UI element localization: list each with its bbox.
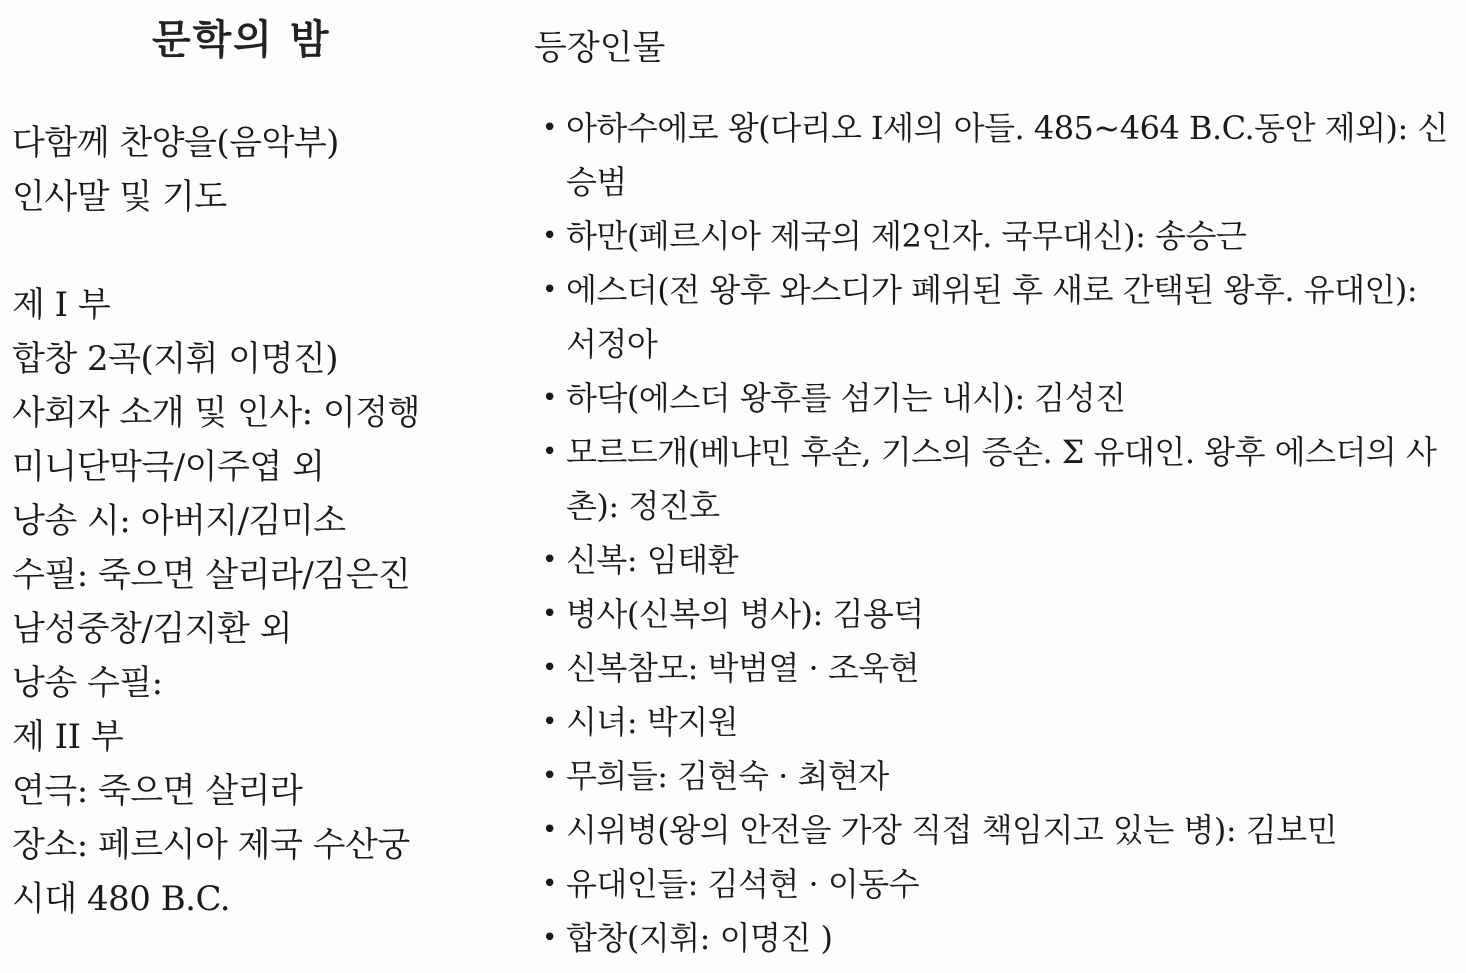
program-spacer [12, 224, 420, 278]
bullet-icon: • [542, 869, 557, 899]
bullet-icon: • [542, 383, 557, 413]
cast-item-text: 시위병(왕의 안전을 가장 직접 책임지고 있는 병): 김보민 [566, 811, 1338, 849]
program-item: 인사말 및 기도 [12, 177, 227, 217]
cast-item [542, 641, 1452, 695]
program-item: 사회자 소개 및 인사: 이정행 [12, 393, 420, 433]
cast-item-text: 무희들: 김현숙 · 최현자 [566, 757, 889, 795]
cast-item [542, 209, 1452, 263]
program-item: 미니단막극/이주엽 외 [12, 447, 325, 487]
cast-item-text: 모르드개(베냐민 후손, 기스의 증손. Σ 유대인. 왕후 에스더의 사촌): 정진호 [566, 433, 1437, 525]
bullet-icon: • [542, 545, 557, 575]
cast-item [542, 533, 1452, 587]
program-item: 낭송 시: 아버지/김미소 [12, 501, 346, 541]
cast-item [542, 695, 1452, 749]
bullet-icon: • [542, 707, 557, 737]
program-section-heading: 제 II 부 [12, 717, 124, 757]
program-item: 남성중창/김지환 외 [12, 609, 293, 649]
cast-item-text: 병사(신복의 병사): 김용덕 [566, 595, 924, 633]
program-item: 시대 480 B.C. [12, 879, 231, 919]
cast-item-text: 에스더(전 왕후 와스디가 폐위된 후 새로 간택된 왕후. 유대인): 서정아 [566, 271, 1418, 363]
cast-item [542, 425, 1452, 533]
program-item: 합창 2곡(지휘 이명진) [12, 339, 339, 379]
cast-heading: 등장인물 [534, 28, 666, 68]
program-item: 낭송 수필: [12, 663, 163, 703]
program-item: 장소: 페르시아 제국 수산궁 [12, 825, 410, 865]
bullet-icon: • [542, 221, 557, 251]
cast-item-text: 하닥(에스더 왕후를 섬기는 내시): 김성진 [566, 379, 1126, 417]
bullet-icon: • [542, 923, 557, 953]
program-list [12, 116, 420, 926]
bullet-icon: • [542, 599, 557, 629]
cast-item [542, 749, 1452, 803]
program-item: 수필: 죽으면 살리라/김은진 [12, 555, 411, 595]
document-title: 문학의 밤 [152, 17, 331, 63]
cast-item-text: 하만(페르시아 제국의 제2인자. 국무대신): 송승근 [566, 217, 1247, 255]
bullet-icon: • [542, 761, 557, 791]
program-item: 연극: 죽으면 살리라 [12, 771, 303, 811]
bullet-icon: • [542, 275, 557, 305]
cast-item-text: 유대인들: 김석현 · 이동수 [566, 865, 920, 903]
cast-item [542, 857, 1452, 911]
cast-item [542, 263, 1452, 371]
bullet-icon: • [542, 113, 557, 143]
program-section-heading: 제 I 부 [12, 285, 111, 325]
cast-item-text: 합창(지휘: 이명진 ) [566, 919, 833, 957]
bullet-icon: • [542, 653, 557, 683]
cast-list [542, 101, 1452, 965]
cast-item [542, 803, 1452, 857]
bullet-icon: • [542, 815, 557, 845]
cast-item-text: 신복: 임태환 [566, 541, 739, 579]
program-item: 다함께 찬양을(음악부) [12, 123, 339, 163]
cast-item [542, 911, 1452, 965]
cast-item [542, 101, 1452, 209]
cast-item-text: 시녀: 박지원 [566, 703, 739, 741]
bullet-icon: • [542, 437, 557, 467]
cast-item [542, 587, 1452, 641]
cast-item [542, 371, 1452, 425]
cast-item-text: 신복참모: 박범열 · 조욱현 [566, 649, 920, 687]
cast-item-text: 아하수에로 왕(다리오 I세의 아들. 485~464 B.C.동안 제외): 신승범 [566, 109, 1448, 201]
